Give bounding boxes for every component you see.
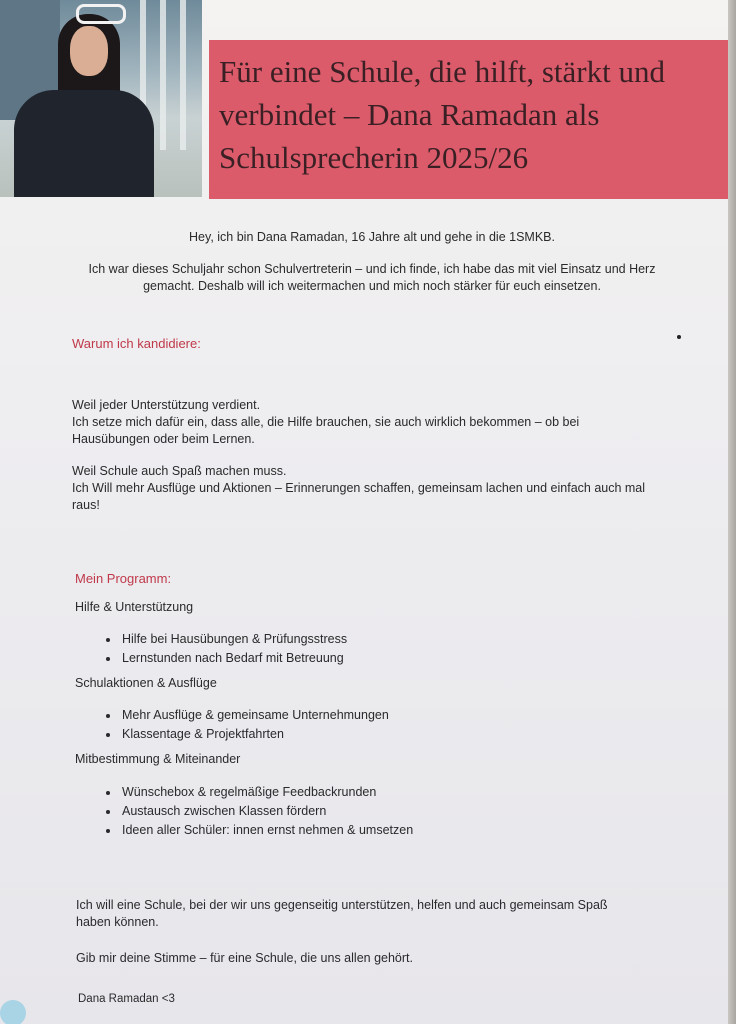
- signature: Dana Ramadan <3: [78, 993, 175, 1005]
- list-item: • Klassentage & Projektfahrten: [120, 725, 389, 744]
- program-section-title: Schulaktionen & Ausflüge: [75, 676, 217, 690]
- page-title: Für eine Schule, die hilft, stärkt und verbindet – Dana Ramadan als Schulsprecherin 2025/26: [219, 54, 665, 175]
- stray-dot: [677, 335, 681, 339]
- reason2-text: Ich Will mehr Ausflüge und Aktionen – Erinnerungen schaffen, gemeinsam lachen und einfach auch mal raus!: [72, 481, 646, 512]
- program-heading: Mein Programm:: [75, 571, 172, 586]
- why-heading: Warum ich kandidiere:: [72, 336, 201, 351]
- candidate-photo: [0, 0, 202, 197]
- program-list: [96, 783, 413, 840]
- reason2-title: Weil Schule auch Spaß machen muss.: [72, 464, 287, 478]
- list-item: • Wünschebox & regelmäßige Feedbackrunden: [120, 783, 413, 802]
- list-item: • Hilfe bei Hausübungen & Prüfungsstress: [120, 630, 347, 649]
- wall-edge: [728, 0, 736, 1024]
- program-section-title: Mitbestimmung & Miteinander: [75, 752, 241, 766]
- reason1-text: Ich setze mich dafür ein, dass alle, die Hilfe brauchen, sie auch wirklich bekommen – ob bei Hausübungen oder beim Lernen.: [72, 415, 580, 446]
- program-list: [96, 630, 347, 668]
- program-list: [96, 706, 389, 744]
- closing-appeal: Gib mir deine Stimme – für eine Schule, die uns allen gehört.: [76, 951, 413, 965]
- list-item: • Lernstunden nach Bedarf mit Betreuung: [120, 649, 347, 668]
- title-banner: [209, 40, 728, 199]
- intro-greeting: Hey, ich bin Dana Ramadan, 16 Jahre alt und gehe in die 1SMKB.: [189, 230, 555, 244]
- reason1-title: Weil jeder Unterstützung verdient.: [72, 398, 261, 412]
- pushpin: [0, 1000, 26, 1024]
- list-item: • Mehr Ausflüge & gemeinsame Unternehmungen: [120, 706, 389, 725]
- list-item: • Austausch zwischen Klassen fördern: [120, 802, 413, 821]
- program-section-title: Hilfe & Unterstützung: [75, 600, 194, 614]
- closing-text: Ich will eine Schule, bei der wir uns gegenseitig unterstützen, helfen und auch gemeinsam Spaß haben können.: [76, 898, 608, 929]
- list-item: • Ideen aller Schüler: innen ernst nehmen & umsetzen: [120, 821, 413, 840]
- intro-text: Ich war dieses Schuljahr schon Schulvertreterin – und ich finde, ich habe das mit viel Einsatz und Herz gemacht. Deshalb will ich weitermachen und mich noch stärker für euch einsetzen.: [88, 262, 656, 293]
